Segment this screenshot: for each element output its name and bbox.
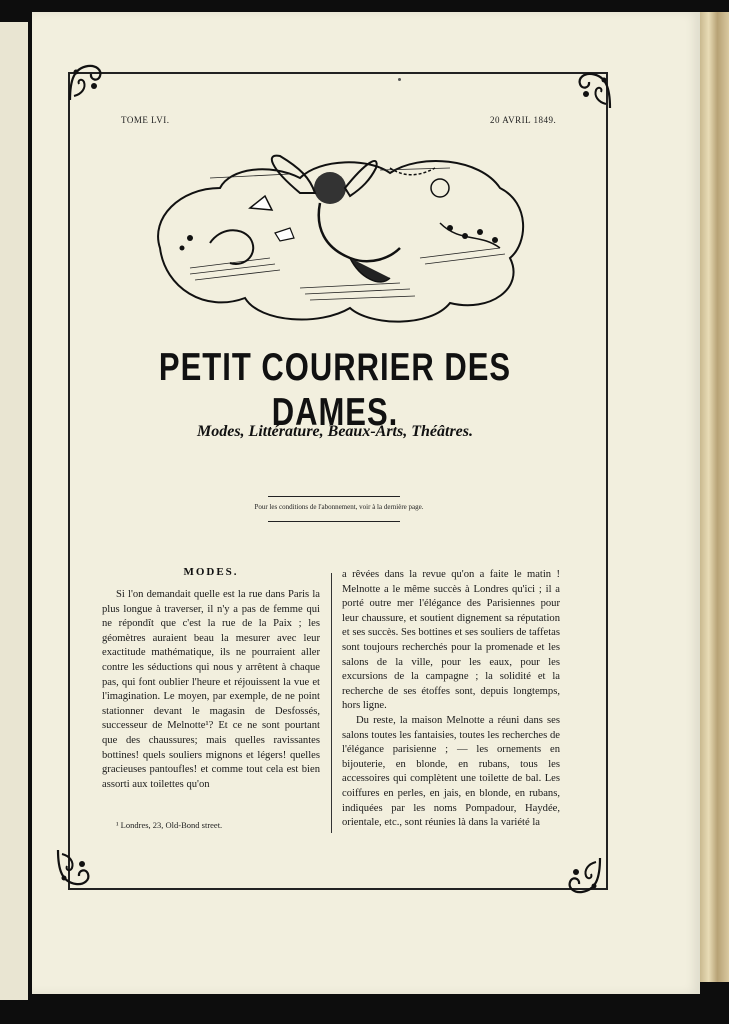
article-paragraph: Si l'on demandait quelle est la rue dans Paris la plus longue à traverser, il n'y a pas de femme qui ne répondît que c'est la rue de la Paix ; les géomètres auraient beau la mesurer avec leur exactitude mathématique, ils ne pourraient aller contre les séductions qui nous y arrêtent à chaque pas, qui font oublier l'heure et réjouissent la vue et l'imagination. Le moyen, par exemple, de ne point stationner devant le magasin de Desfossés, successeur de Melnotte¹? Et ce ne sont pourtant que des chaussures; mais quelles ravissantes bottines! quels souliers mignons et légers! quelles gracieuses pantoufles! et comme tout cela est bien assorti aux toilettes qu'on [102, 589, 320, 790]
facing-page-edge [0, 22, 28, 1000]
page-mark [398, 78, 401, 81]
corner-ornament-icon [66, 60, 110, 104]
issue-date: 20 AVRIL 1849. [490, 115, 557, 125]
column-divider [331, 573, 332, 833]
subscription-notice: Pour les conditions de l'abonnement, voir à la dernière page. [254, 503, 424, 511]
corner-ornament-icon [560, 854, 604, 898]
corner-ornament-icon [570, 68, 614, 112]
footnote: ¹ Londres, 23, Old-Bond street. [116, 820, 223, 830]
book-page-edges [700, 12, 729, 982]
notice-rule-bottom [268, 521, 400, 522]
section-heading: MODES. [183, 566, 239, 578]
article-column-right [342, 568, 560, 831]
notice-rule-top [268, 496, 400, 497]
masthead-title: PETIT COURRIER DES DAMES. [158, 345, 512, 434]
article-paragraph: a rêvées dans la revue qu'on a faite le matin ! Melnotte a le même succès à Londres qu'ici ; il a porté outre mer l'élégance des Parisiennes pour leur chaussure, et soutient dignement sa réputation et ses succès. Ses bottines et ses souliers de taffetas sont toujours recherchés pour la promenade et les salons de la ville, pour les eaux, pour les excursions de la campagne ; la solidité et la recherche de ses étoffes sont, depuis longtemps, hors ligne. [342, 569, 560, 712]
cherub-vignette-illustration [150, 148, 530, 330]
volume-label: TOME LVI. [121, 115, 170, 125]
article-paragraph: Du reste, la maison Melnotte a réuni dans ses salons toutes les fantaisies, toutes les recherches de l'élégance parisienne ; — les ornements en bijouterie, en blonde, en rubans, tous les accessoires qui complètent une toilette de bal. Les coiffures en perles, en jais, en blonde, en rubans, indiquées par les noms Pompadour, Haydée, orientale, etc., sont réunies là dans la variété la [342, 714, 560, 829]
corner-ornament-icon [54, 846, 98, 890]
article-column-left [102, 588, 320, 792]
masthead-subtitle: Modes, Littérature, Beaux-Arts, Théâtres. [196, 423, 473, 440]
